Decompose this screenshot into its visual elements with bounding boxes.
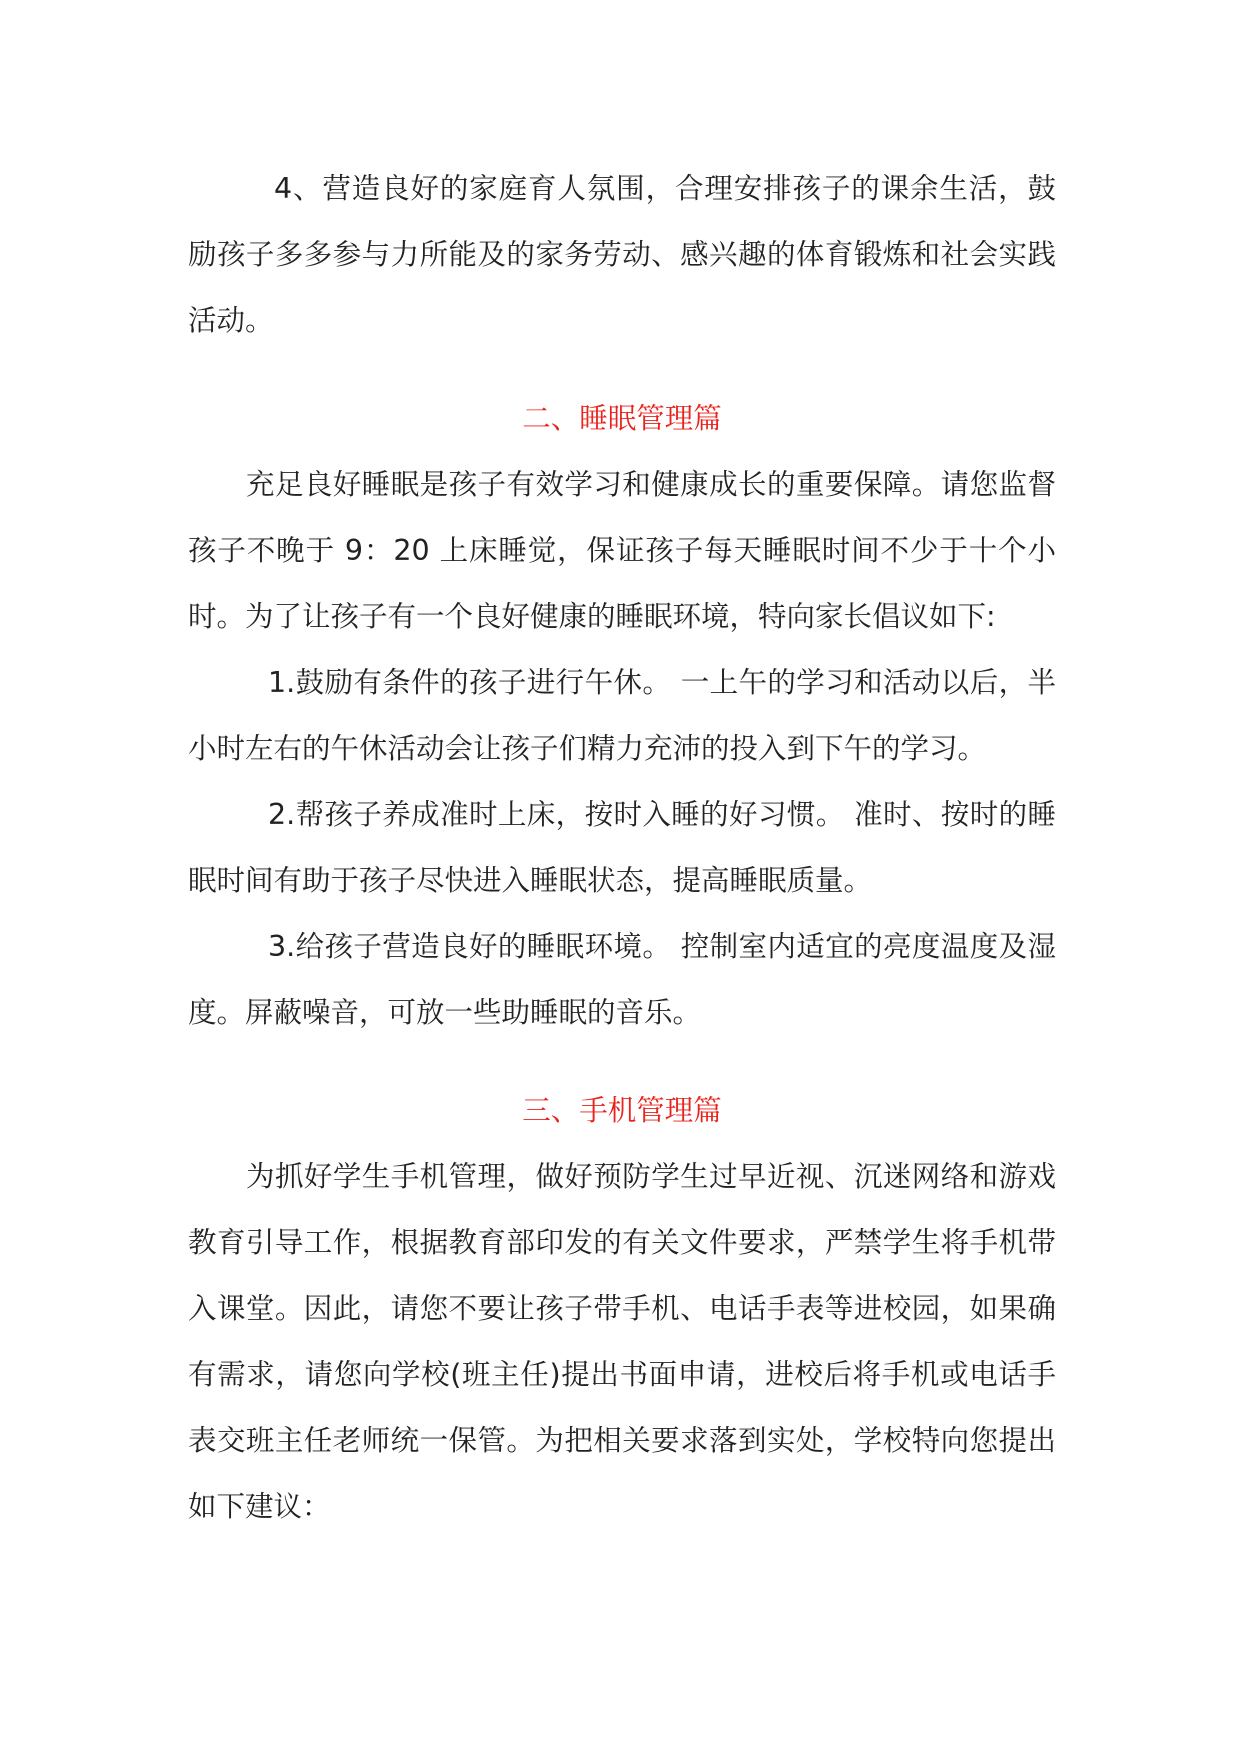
spacer (188, 1046, 1056, 1078)
sleep-lead-paragraph: 充足良好睡眠是孩子有效学习和健康成长的重要保障。请您监督孩子不晚于 9：20 上床睡觉，保证孩子每天睡眠时间不少于十个小时。为了让孩子有一个良好健康的睡眠环境，特向家长倡议如下: (188, 468, 1056, 633)
sleep-item-3: 3.给孩子营造良好的睡眠环境。 控制室内适宜的亮度温度及湿度。屏蔽噪音，可放一些助睡眠的音乐。 (188, 930, 1056, 1029)
phone-lead-paragraph: 为抓好学生手机管理，做好预防学生过早近视、沉迷网络和游戏教育引导工作，根据教育部印发的有关文件要求，严禁学生将手机带入课堂。因此，请您不要让孩子带手机、电话手表等进校园，如果确有需求，请您向学校(班主任)提出书面申请，进校后将手机或电话手表交班主任老师统一保管。为把相关要求落到实处，学校特向您提出如下建议： (188, 1160, 1056, 1523)
section-heading-sleep: 二、睡眠管理篇 (522, 402, 722, 435)
section-heading-phone: 三、手机管理篇 (522, 1094, 722, 1127)
document-body (188, 156, 1056, 1540)
spacer (188, 354, 1056, 386)
sleep-item-2: 2.帮孩子养成准时上床，按时入睡的好习惯。 准时、按时的睡眠时间有助于孩子尽快进入睡眠状态，提高睡眠质量。 (188, 798, 1056, 897)
sleep-item-1: 1.鼓励有条件的孩子进行午休。 一上午的学习和活动以后，半小时左右的午休活动会让孩子们精力充沛的投入到下午的学习。 (188, 666, 1056, 765)
intro-item-4: 4、营造良好的家庭育人氛围，合理安排孩子的课余生活，鼓励孩子多多参与力所能及的家务劳动、感兴趣的体育锻炼和社会实践活动。 (188, 172, 1056, 337)
